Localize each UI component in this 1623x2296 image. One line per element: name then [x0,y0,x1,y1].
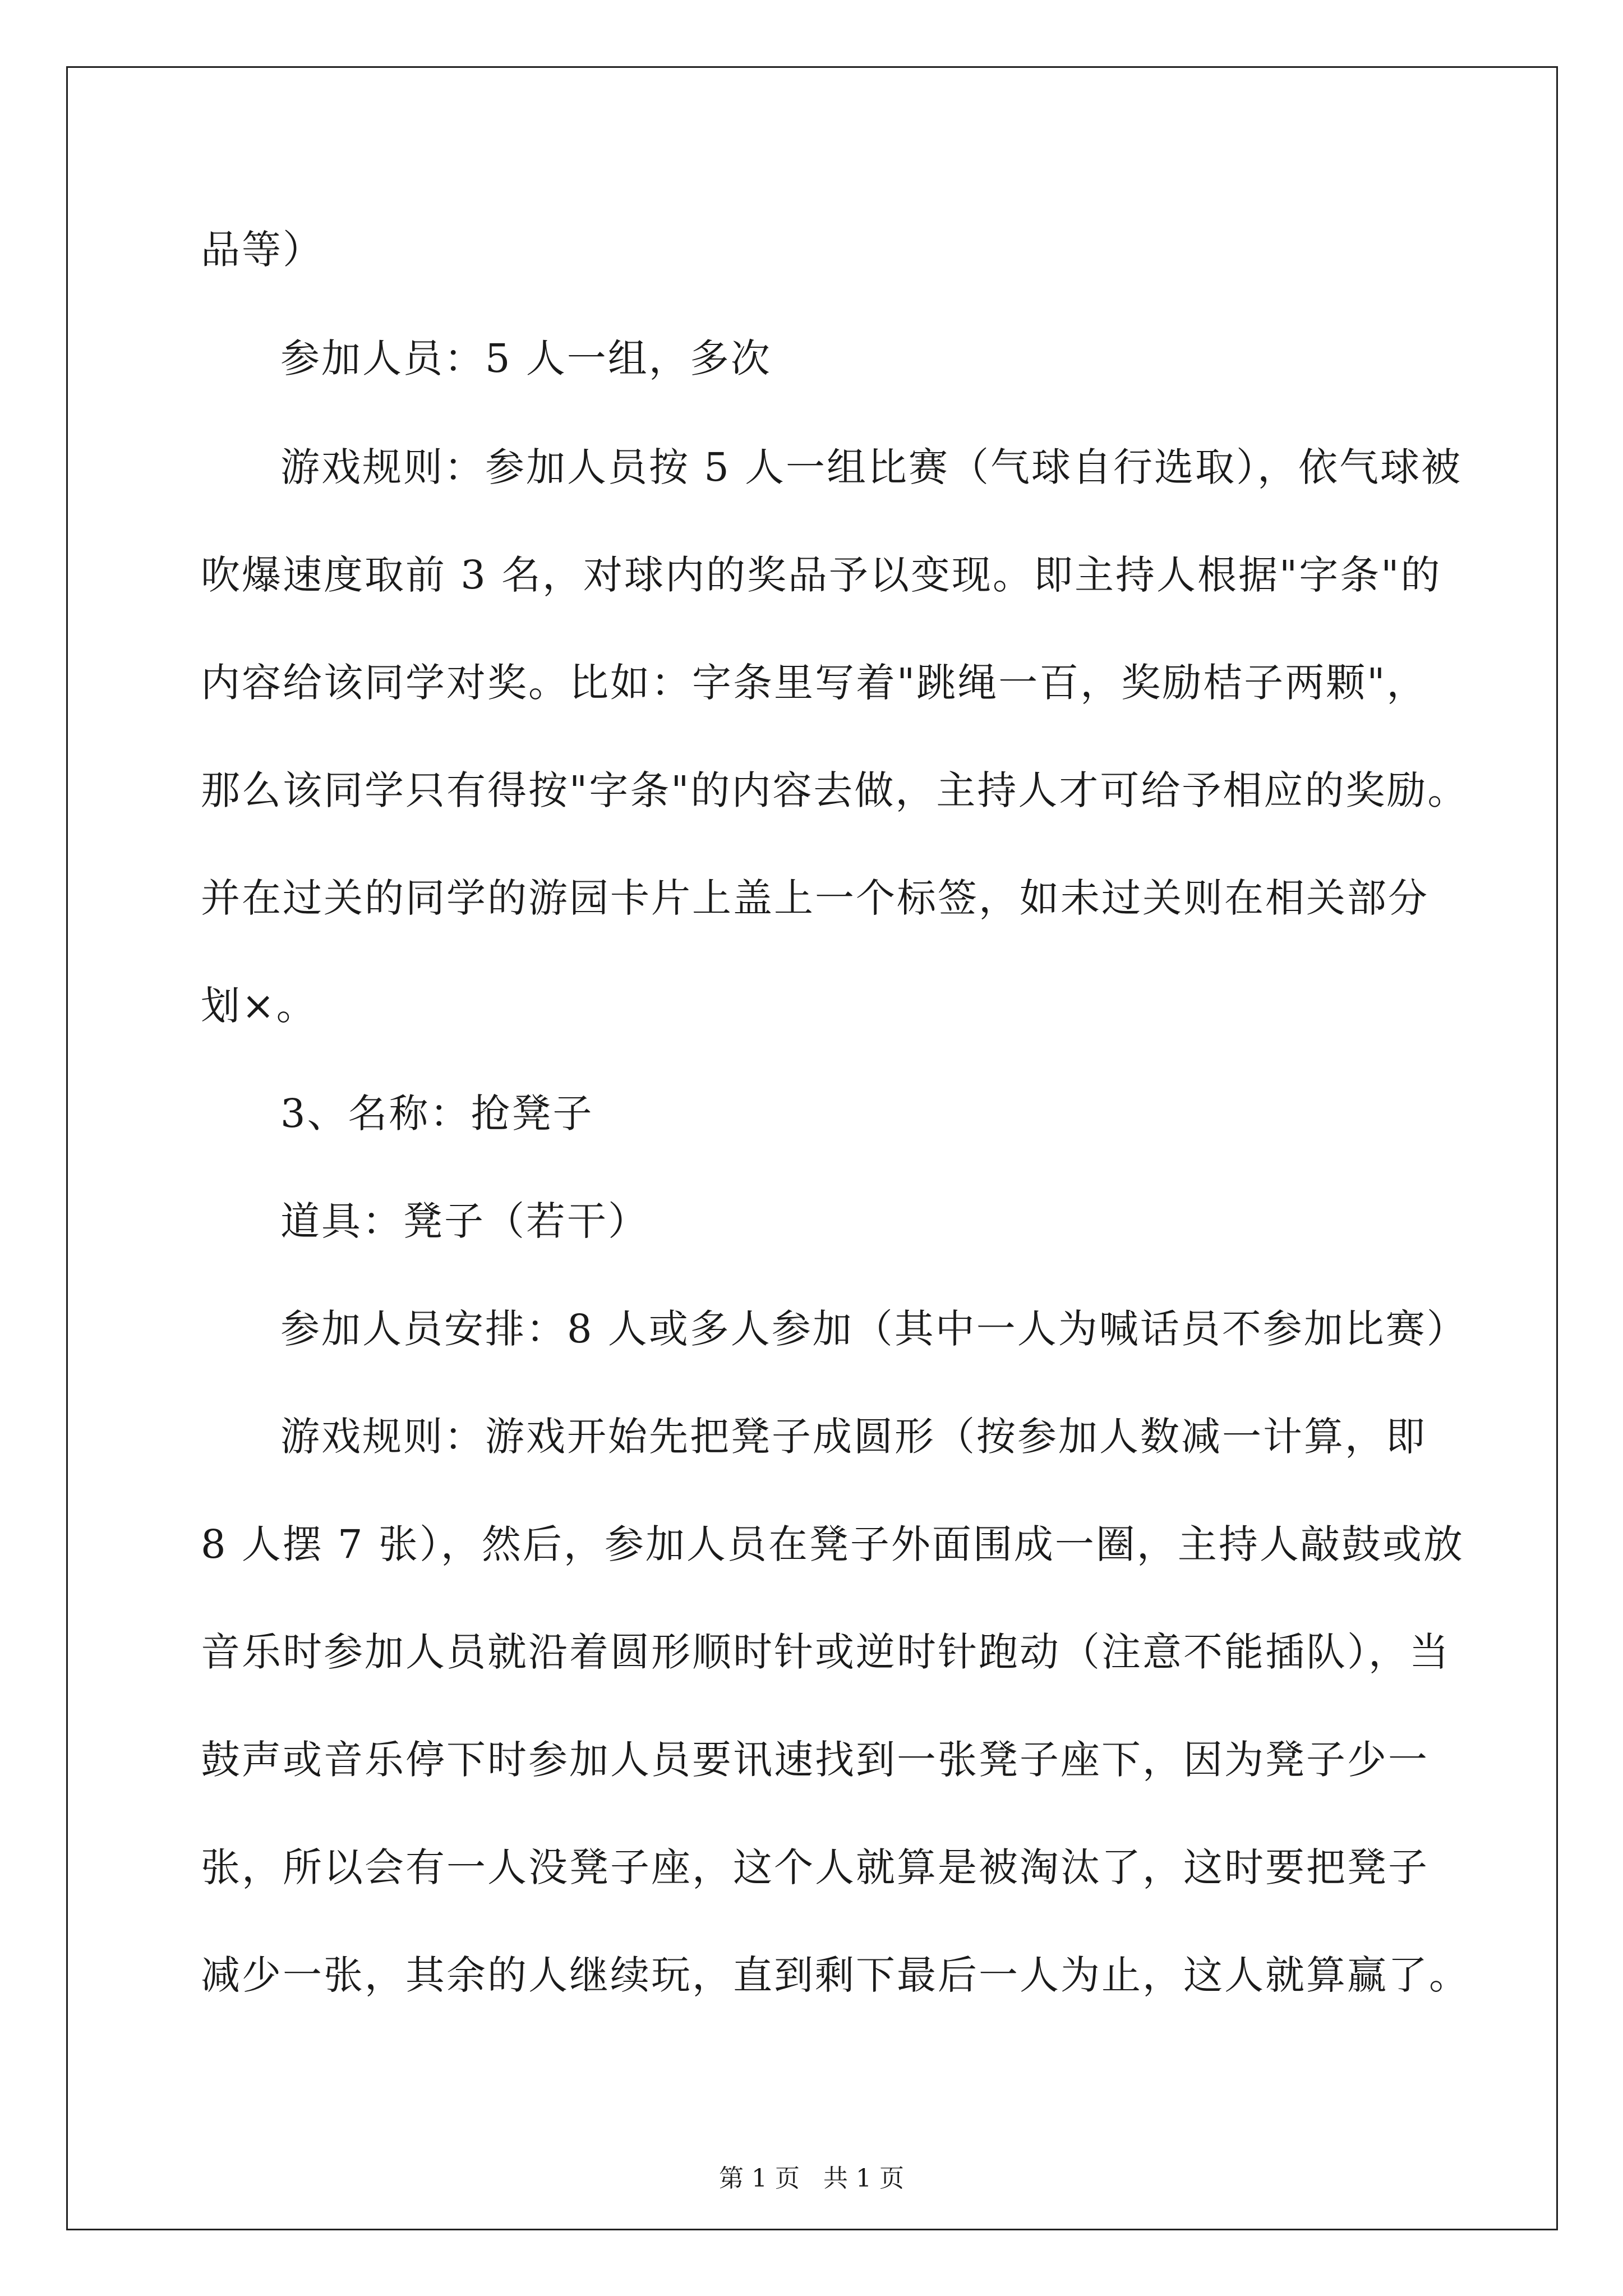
section-heading: 3、名称：抢凳子 [280,1091,594,1137]
text-line: 鼓声或音乐停下时参加人员要讯速找到一张凳子座下，因为凳子少一 [201,1737,1429,1783]
text-line: 道具：凳子（若干） [280,1198,649,1244]
text-line: 8 人摆 7 张），然后，参加人员在凳子外面围成一圈，主持人敲鼓或放 [201,1521,1464,1567]
text-line: 吹爆速度取前 3 名，对球内的奖品予以变现。即主持人根据"字条"的 [201,552,1442,598]
text-line: 游戏规则：游戏开始先把凳子成圆形（按参加人数减一计算，即 [280,1414,1427,1460]
text-line: 并在过关的同学的游园卡片上盖上一个标签，如未过关则在相关部分 [201,875,1429,921]
text-line: 划×。 [201,983,317,1029]
page-border [66,66,1558,2230]
text-line: 品等） [201,227,324,273]
text-line: 参加人员：5 人一组，多次 [280,335,772,381]
text-line: 减少一张，其余的人继续玩，直到剩下最后一人为止，这人就算赢了。 [201,1952,1470,1998]
text-line: 那么该同学只有得按"字条"的内容去做，主持人才可给予相应的奖励。 [201,767,1469,813]
text-line: 音乐时参加人员就沿着圆形顺时针或逆时针跑动（注意不能插队），当 [201,1629,1450,1675]
text-line: 内容给该同学对奖。比如：字条里写着"跳绳一百，奖励桔子两颗"， [201,660,1428,706]
text-line: 参加人员安排：8 人或多人参加（其中一人为喊话员不参加比赛） [280,1306,1468,1352]
page-number-footer: 第 1 页 共 1 页 [719,2164,904,2193]
text-line: 游戏规则：参加人员按 5 人一组比赛（气球自行选取），依气球被 [280,444,1463,490]
text-line: 张，所以会有一人没凳子座，这个人就算是被淘汰了，这时要把凳子 [201,1844,1429,1890]
